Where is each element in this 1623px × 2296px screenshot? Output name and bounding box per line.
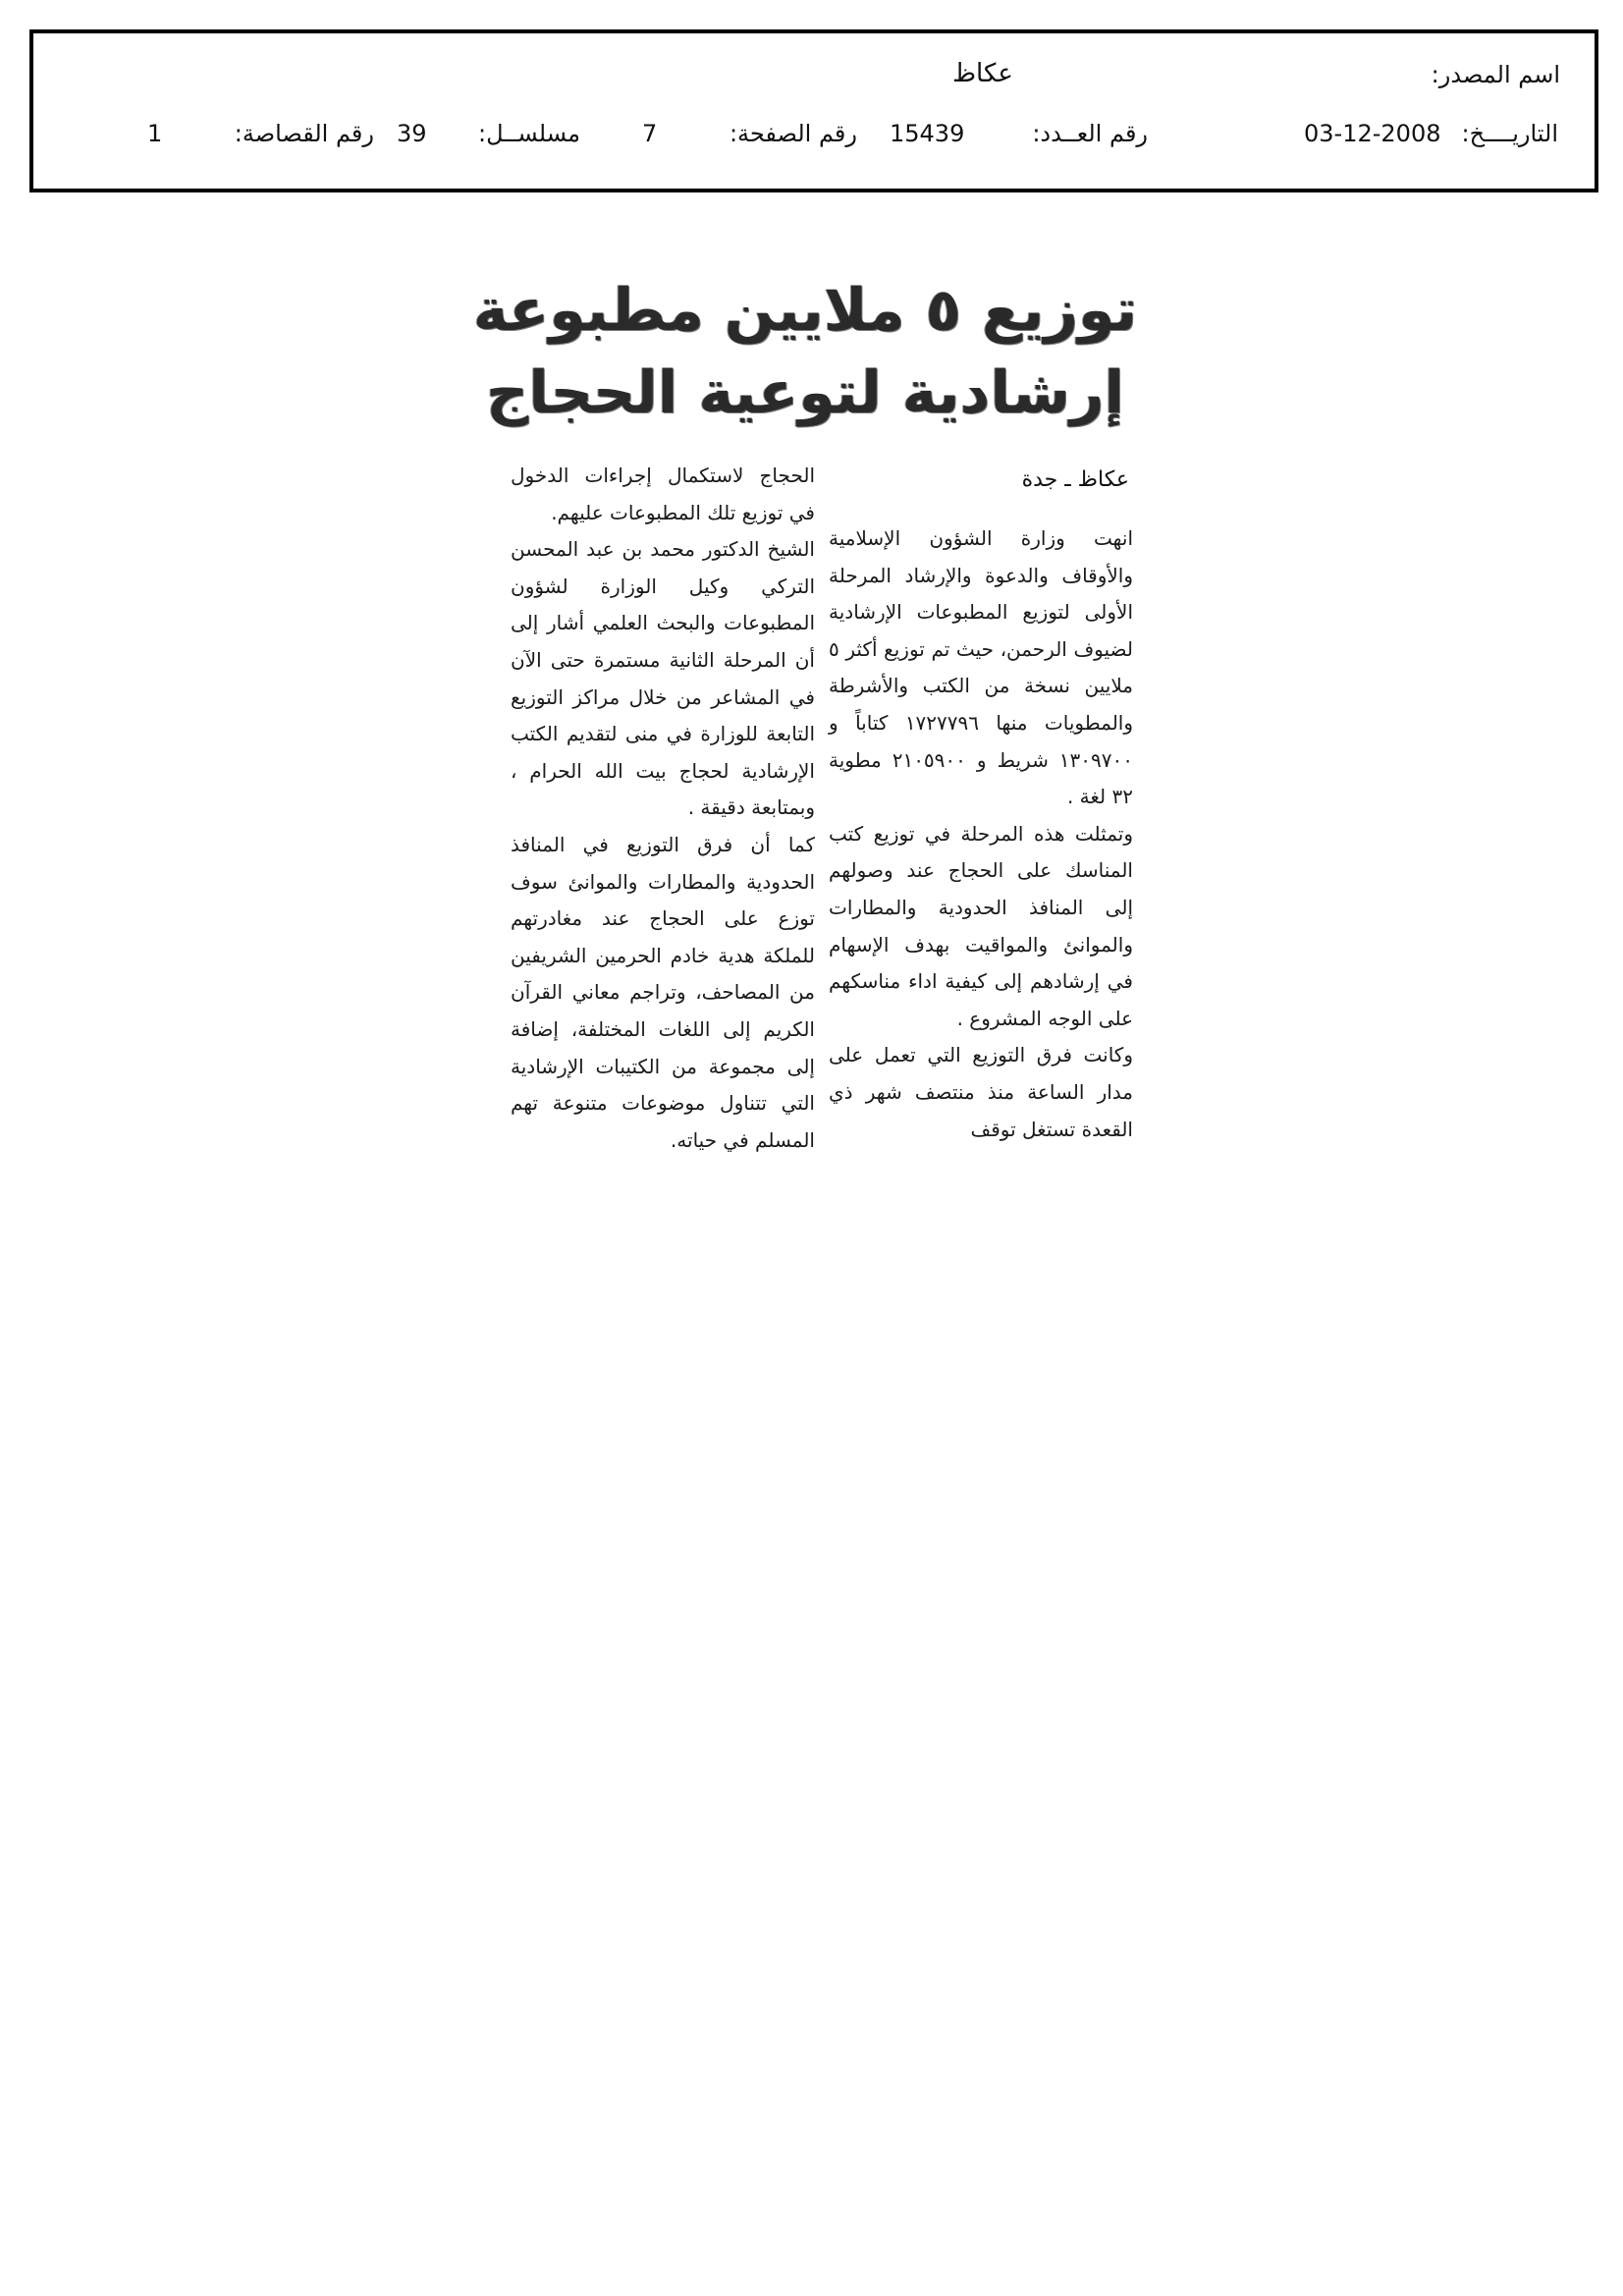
issue-label: رقم العــدد: [1032,120,1148,147]
article-headline-line2: إرشادية لتوعية الحجاج [486,358,1124,427]
article-column-left [511,458,815,1159]
clip-label: رقم القصاصة: [234,120,374,147]
date-value: 03-12-2008 [1304,120,1441,147]
article-paragraph: الحجاج لاستكمال إجراءات الدخول في توزيع تلك المطبوعات عليهم. [511,464,815,524]
serial-value: 39 [397,120,427,147]
source-label: اسم المصدر: [1431,61,1560,88]
date-label: التاريــــخ: [1461,120,1558,147]
article-paragraph: الشيخ الدكتور محمد بن عبد المحسن التركي وكيل الوزارة لشؤون المطبوعات والبحث العلمي أشار إلى أن المرحلة الثانية مستمرة حتى الآن في المشاعر من خلال مراكز التوزيع التابعة للوزارة في منى لتقديم الكتب الإرشادية لحجاج بيت الله الحرام ، وبمتابعة دقيقة . [511,537,815,820]
clip-value: 1 [147,120,163,147]
metadata-header-box [29,29,1598,192]
article-dateline: عكاظ ـ جدة [1021,467,1129,492]
source-value: عكاظ [952,59,1013,88]
article-paragraph: وكانت فرق التوزيع التي تعمل على مدار الساعة منذ منتصف شهر ذي القعدة تستغل توقف [829,1043,1133,1141]
article-headline-line1: توزيع ٥ ملايين مطبوعة [472,276,1138,345]
article-paragraph: وتمثلت هذه المرحلة في توزيع كتب المناسك على الحجاج عند وصولهم إلى المنافذ الحدودية والمطارات والموانئ والمواقيت بهدف الإسهام في إرشادهم إلى كيفية اداء مناسكهم على الوجه المشروع . [829,821,1133,1030]
serial-label: مسلســل: [478,120,580,147]
article-paragraph: كما أن فرق التوزيع في المنافذ الحدودية والمطارات والموانئ سوف توزع على الحجاج عند مغادرتهم للملكة هدية خادم الحرمين الشريفين من المصاحف، وتراجم معاني القرآن الكريم إلى اللغات المختلفة، إضافة إلى مجموعة من الكتيبات الإرشادية التي تتناول موضوعات متنوعة تهم المسلم في حياته. [511,832,815,1152]
page-value: 7 [642,120,658,147]
article-column-right [829,520,1133,1148]
page-label: رقم الصفحة: [729,120,857,147]
article-paragraph: انهت وزارة الشؤون الإسلامية والأوقاف والدعوة والإرشاد المرحلة الأولى لتوزيع المطبوعات الإرشادية لضيوف الرحمن، حيث تم توزيع أكثر ٥ ملايين نسخة من الكتب والأشرطة والمطويات منها ١٧٢٧٧٩٦ كتاباً و ١٣٠٩٧٠٠ شريط و ٢١٠٥٩٠٠ مطوية ٣٢ لغة . [829,526,1134,809]
issue-value: 15439 [890,120,965,147]
